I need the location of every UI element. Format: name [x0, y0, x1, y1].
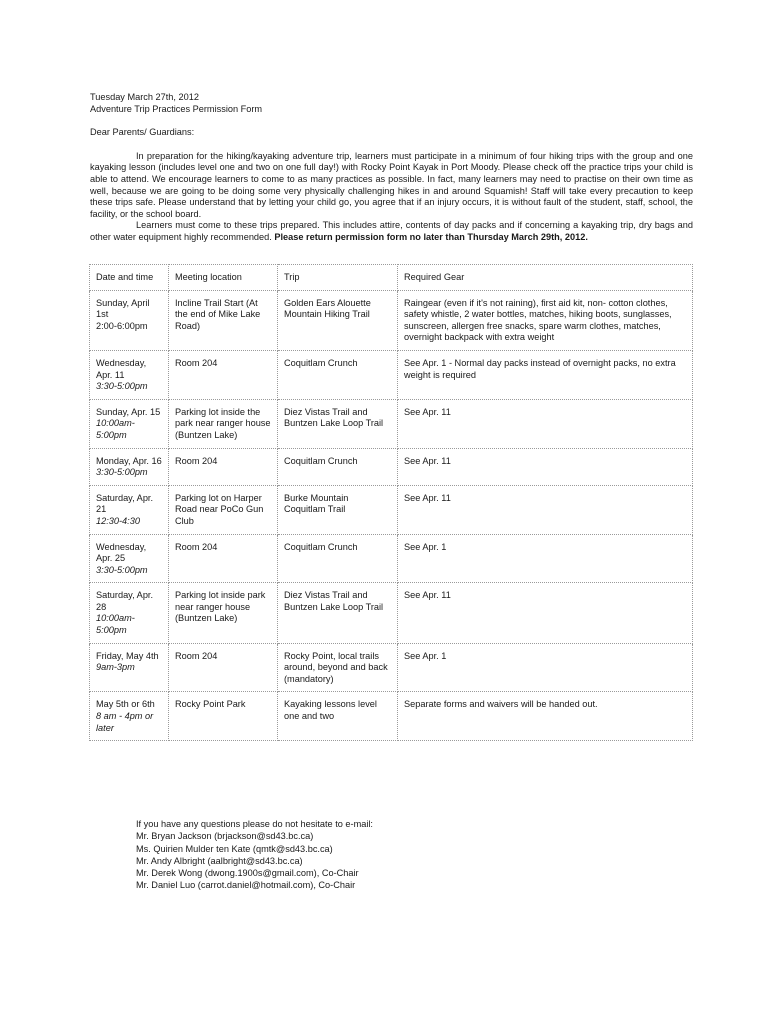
- table-row: [90, 485, 693, 534]
- date-time-cell: [90, 692, 169, 741]
- date-time-cell: [90, 534, 169, 583]
- trip-cell: Diez Vistas Trail and Buntzen Lake Loop Trail: [278, 583, 398, 643]
- trip-time: 10:00am-5:00pm: [96, 418, 135, 440]
- required-gear-cell: See Apr. 1 - Normal day packs instead of overnight packs, no extra weight is required: [398, 350, 693, 399]
- trip-time: 12:30-4:30: [96, 515, 140, 526]
- header-trip: Trip: [278, 265, 398, 291]
- intro-paragraph: In preparation for the hiking/kayaking adventure trip, learners must participate in a minimum of four hiking trips with the group and one kayaking lesson (includes level one and two on one full day!) with Rocky Point Kayak in Port Moody. Please check off the practice trips your child is able to attend. We encourage learners to come to as many practices as possible. In fact, many learners may need to practise on their own time as well, because we are going to be doing some very physically challenging hikes in and around Squamish! Staff will take every precaution to keep these trips safe. Please understand that by letting your child go, you agree that if an injury occurs, it is without fault of the student, staff, school, the facility, or the school board.: [90, 150, 693, 219]
- required-gear-cell: See Apr. 11: [398, 485, 693, 534]
- date-time-cell: [90, 290, 169, 350]
- trip-date: Wednesday, Apr. 11: [96, 357, 147, 380]
- trip-time: 3:30-5:00pm: [96, 381, 148, 392]
- required-gear-cell: See Apr. 1: [398, 534, 693, 583]
- meeting-location-cell: Room 204: [169, 350, 278, 399]
- trip-time: 10:00am-5:00pm: [96, 613, 135, 636]
- trip-date: Monday, Apr. 16: [96, 455, 162, 466]
- table-row: [90, 448, 693, 485]
- trip-time: 3:30-5:00pm: [96, 564, 148, 575]
- meeting-location-cell: Incline Trail Start (At the end of Mike Lake Road): [169, 290, 278, 350]
- table-row: [90, 399, 693, 448]
- trip-date: Saturday, Apr. 21: [96, 492, 154, 515]
- trip-cell: Coquitlam Crunch: [278, 534, 398, 583]
- trip-date: May 5th or 6th: [96, 699, 155, 710]
- trip-cell: Golden Ears Alouette Mountain Hiking Trail: [278, 290, 398, 350]
- preparation-text: Learners must come to these trips prepared. This includes attire, contents of day packs and if concerning a kayaking trip, dry bags and other water equipment highly recommended.: [90, 220, 693, 242]
- date-time-cell: [90, 448, 169, 485]
- contact-entry: Mr. Bryan Jackson (brjackson@sd43.bc.ca): [136, 831, 314, 842]
- contact-entry: Mr. Andy Albright (aalbright@sd43.bc.ca): [136, 855, 303, 866]
- date-time-cell: [90, 643, 169, 692]
- table-row: [90, 350, 693, 399]
- required-gear-cell: Separate forms and waivers will be handed out.: [398, 692, 693, 741]
- trip-date: Saturday, Apr. 28: [96, 590, 154, 612]
- salutation: Dear Parents/ Guardians:: [90, 127, 195, 138]
- date-time-cell: [90, 485, 169, 534]
- trip-cell: Coquitlam Crunch: [278, 350, 398, 399]
- contact-section: [136, 818, 373, 892]
- table-row: [90, 290, 693, 350]
- header-meeting-location: Meeting location: [169, 265, 278, 291]
- meeting-location-cell: Parking lot on Harper Road near PoCo Gun Club: [169, 485, 278, 534]
- letter-date: Tuesday March 27th, 2012: [90, 92, 199, 102]
- contact-intro: If you have any questions please do not hesitate to e-mail:: [136, 819, 373, 829]
- contact-entry: Ms. Quirien Mulder ten Kate (qmtk@sd43.bc.ca): [136, 843, 333, 854]
- table-row: [90, 534, 693, 583]
- header-date-time: Date and time: [90, 265, 169, 291]
- contact-entry: Mr. Daniel Luo (carrot.daniel@hotmail.com), Co-Chair: [136, 880, 356, 891]
- required-gear-cell: See Apr. 11: [398, 399, 693, 448]
- table-row: [90, 643, 693, 692]
- date-time-cell: [90, 583, 169, 643]
- meeting-location-cell: Room 204: [169, 643, 278, 692]
- trip-time: 2:00-6:00pm: [96, 320, 148, 331]
- trip-cell: Diez Vistas Trail and Buntzen Lake Loop Trail: [278, 399, 398, 448]
- header-required-gear: Required Gear: [398, 265, 693, 291]
- trip-date: Friday, May 4th: [96, 650, 159, 661]
- date-time-cell: [90, 399, 169, 448]
- contact-entry: Mr. Derek Wong (dwong.1900s@gmail.com), Co-Chair: [136, 868, 359, 879]
- trip-time: 9am-3pm: [96, 662, 135, 673]
- trip-cell: Coquitlam Crunch: [278, 448, 398, 485]
- table-header-row: [90, 265, 693, 291]
- required-gear-cell: See Apr. 1: [398, 643, 693, 692]
- table-row: [90, 692, 693, 741]
- table-body: [90, 290, 693, 741]
- meeting-location-cell: Parking lot inside the park near ranger house (Buntzen Lake): [169, 399, 278, 448]
- return-deadline: Please return permission form no later than Thursday March 29th, 2012.: [274, 231, 588, 242]
- required-gear-cell: Raingear (even if it's not raining), first aid kit, non- cotton clothes, safety whistle, 2 water bottles, matches, hiking boots, sunglasses, sunscreen, allergen free snacks, spare warm clothes, matches, overnight backpack with extra weight: [398, 290, 693, 350]
- trip-cell: Kayaking lessons level one and two: [278, 692, 398, 741]
- trip-date: Sunday, April 1st: [96, 297, 150, 320]
- letter-body: [90, 92, 693, 244]
- trip-time: 8 am - 4pm or later: [96, 711, 154, 733]
- table-row: [90, 583, 693, 643]
- trip-cell: Burke Mountain Coquitlam Trail: [278, 485, 398, 534]
- contact-list: [136, 830, 373, 891]
- trip-time: 3:30-5:00pm: [96, 467, 148, 478]
- meeting-location-cell: Rocky Point Park: [169, 692, 278, 741]
- trip-cell: Rocky Point, local trails around, beyond and back (mandatory): [278, 643, 398, 692]
- preparation-paragraph: [90, 220, 693, 243]
- meeting-location-cell: Room 204: [169, 534, 278, 583]
- required-gear-cell: See Apr. 11: [398, 583, 693, 643]
- required-gear-cell: See Apr. 11: [398, 448, 693, 485]
- trip-schedule-table: [89, 264, 693, 741]
- trip-date: Sunday, Apr. 15: [96, 406, 161, 417]
- meeting-location-cell: Room 204: [169, 448, 278, 485]
- date-time-cell: [90, 350, 169, 399]
- trip-date: Wednesday, Apr. 25: [96, 541, 147, 564]
- meeting-location-cell: Parking lot inside park near ranger house (Buntzen Lake): [169, 583, 278, 643]
- form-title: Adventure Trip Practices Permission Form: [90, 103, 263, 114]
